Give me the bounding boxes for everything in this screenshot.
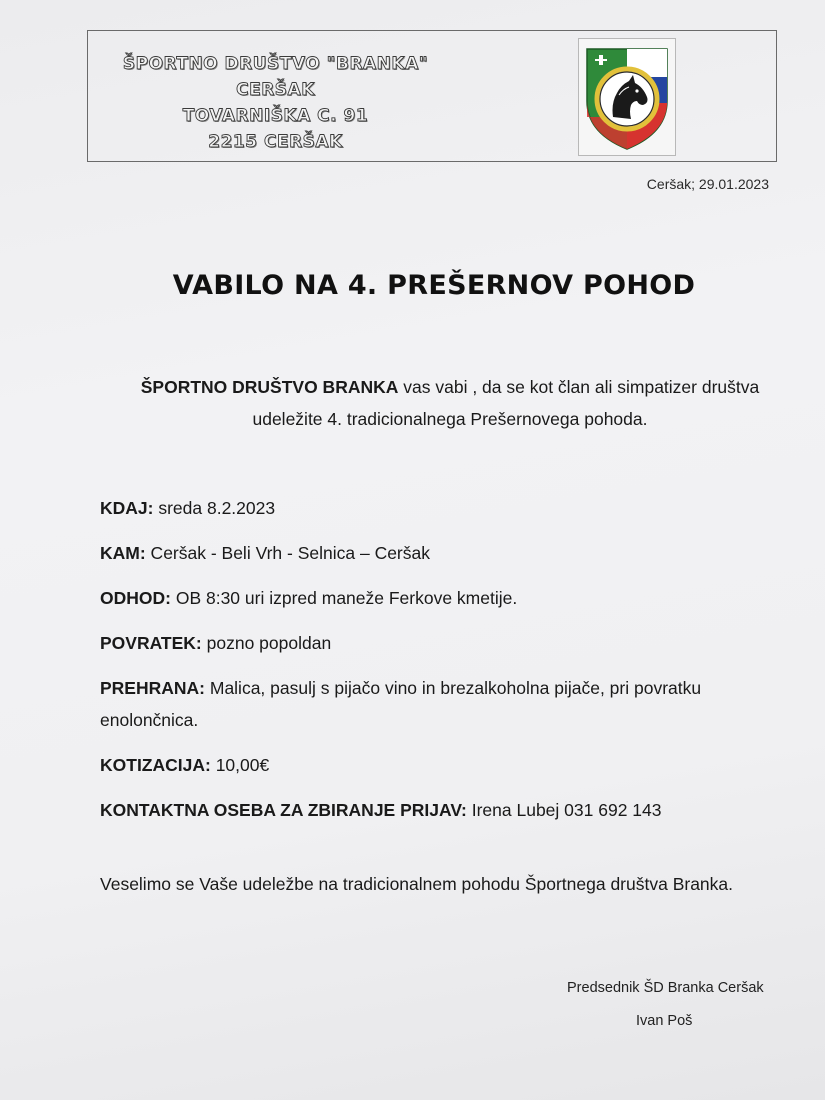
detail-value: Malica, pasulj s pijačo vino in brezalkoholna pijače, pri povratku enolončnica. xyxy=(100,678,702,730)
detail-route xyxy=(100,537,780,569)
signature-role: Predsednik ŠD Branka Ceršak xyxy=(567,980,764,996)
detail-label: POVRATEK: xyxy=(100,633,202,653)
signature-block xyxy=(567,980,797,1029)
horse-head-shield-icon xyxy=(579,39,675,155)
detail-return xyxy=(100,627,780,659)
detail-label: PREHRANA: xyxy=(100,678,205,698)
closing-paragraph: Veselimo se Vaše udeležbe na tradicionalnem pohodu Športnega društva Branka. xyxy=(100,874,733,894)
detail-value: pozno popoldan xyxy=(201,633,332,653)
detail-value: 10,00€ xyxy=(210,755,270,775)
org-name-line: ŠPORTNO DRUŠTVO "BRANKA" xyxy=(122,54,429,74)
org-postcode-line: 2215 CERŠAK xyxy=(208,132,343,152)
letterhead-box xyxy=(87,30,777,162)
detail-food xyxy=(100,672,780,736)
detail-value: OB 8:30 uri izpred maneže Ferkove kmetije. xyxy=(170,588,518,608)
club-logo xyxy=(578,38,676,156)
detail-label: KONTAKTNA OSEBA ZA ZBIRANJE PRIJAV: xyxy=(100,800,467,820)
intro-line-1-text: vas vabi , da se kot član ali simpatizer društva xyxy=(398,377,760,397)
detail-value: Irena Lubej 031 692 143 xyxy=(466,800,662,820)
intro-org-name: ŠPORTNO DRUŠTVO BRANKA xyxy=(140,377,399,397)
detail-when xyxy=(100,492,780,524)
detail-departure xyxy=(100,582,780,614)
detail-value: Ceršak - Beli Vrh - Selnica – Ceršak xyxy=(145,543,430,563)
detail-contact xyxy=(100,794,780,826)
organization-address xyxy=(88,51,463,155)
detail-label: KAM: xyxy=(100,543,146,563)
event-details xyxy=(100,492,780,839)
org-street-line: TOVARNIŠKA C. 91 xyxy=(182,106,369,126)
detail-label: KDAJ: xyxy=(100,498,154,518)
intro-paragraph xyxy=(70,371,825,435)
intro-line-2: udeležite 4. tradicionalnega Prešernovega pohoda. xyxy=(252,409,648,429)
detail-label: KOTIZACIJA: xyxy=(100,755,211,775)
detail-label: ODHOD: xyxy=(100,588,171,608)
org-place-line: CERŠAK xyxy=(236,80,315,100)
page-title: VABILO NA 4. PREŠERNOV POHOD xyxy=(172,270,696,301)
letter-date: Ceršak; 29.01.2023 xyxy=(646,176,769,192)
detail-value: sreda 8.2.2023 xyxy=(153,498,276,518)
detail-fee xyxy=(100,749,780,781)
intro-line-1 xyxy=(70,371,825,403)
signature-name: Ivan Poš xyxy=(636,1013,693,1029)
